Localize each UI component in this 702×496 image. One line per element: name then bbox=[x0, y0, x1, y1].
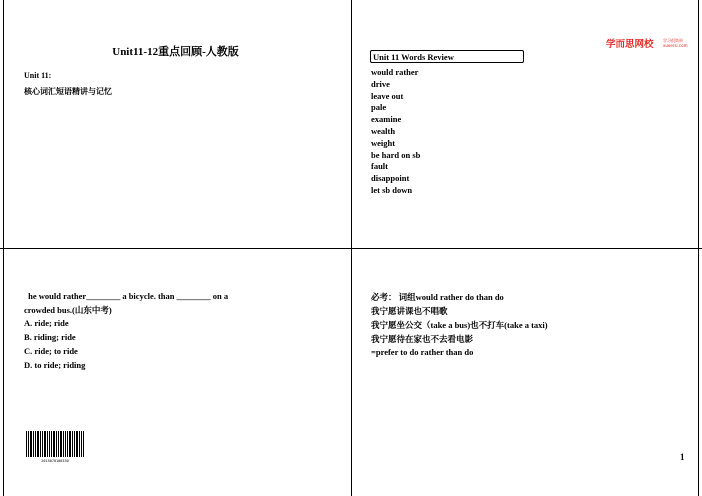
word-item: be hard on sb bbox=[371, 149, 421, 160]
word-item: wealth bbox=[371, 125, 396, 136]
word-item: pale bbox=[371, 102, 387, 113]
words-review-box: Unit 11 Words Review bbox=[370, 50, 524, 63]
option-b: B. riding; ride bbox=[24, 332, 76, 342]
option-a: A. ride; ride bbox=[24, 318, 69, 328]
word-item: fault bbox=[371, 161, 388, 172]
brand-tagline-url: xueersi.com bbox=[663, 43, 688, 48]
note-line-4: 我宁愿待在家也不去看电影 bbox=[371, 334, 474, 344]
word-item: leave out bbox=[371, 90, 404, 101]
question-line-2: crowded bus.(山东中考) bbox=[24, 305, 112, 315]
brand-logo-text: 学而思网校 bbox=[606, 39, 654, 50]
note-line-2: 我宁愿讲课也不唱歌 bbox=[371, 306, 448, 316]
brand-tagline-cn: 学习很简单 bbox=[663, 38, 683, 43]
slide-title: Unit11-12重点回顾-人教版 bbox=[112, 46, 239, 58]
word-item: disappoint bbox=[371, 173, 410, 184]
word-item: examine bbox=[371, 114, 402, 125]
option-d: D. to ride; riding bbox=[24, 360, 86, 370]
barcode-icon bbox=[26, 431, 84, 457]
note-line-3: 我宁愿坐公交（take a bus)也不打车(take a taxi) bbox=[371, 320, 548, 330]
unit-subtitle: 核心词汇短语精讲与记忆 bbox=[24, 87, 112, 96]
word-item: let sb down bbox=[371, 184, 413, 195]
unit-label: Unit 11: bbox=[24, 71, 52, 80]
brand-tagline bbox=[663, 38, 687, 48]
note-line-1: 必考： 词组would rather do than do bbox=[371, 292, 504, 302]
word-item: drive bbox=[371, 78, 390, 89]
option-c: C. ride; to ride bbox=[24, 346, 78, 356]
question-line-1: he would rather________ a bicycle. than ________ on a bbox=[26, 291, 229, 301]
note-line-5: =prefer to do rather than do bbox=[371, 347, 474, 357]
word-item: weight bbox=[371, 137, 396, 148]
word-list bbox=[371, 67, 420, 197]
page-number: 1 bbox=[680, 452, 685, 462]
word-item: would rather bbox=[371, 67, 419, 77]
horizontal-divider bbox=[0, 248, 702, 249]
barcode-number: 2015070100330 bbox=[41, 459, 69, 463]
